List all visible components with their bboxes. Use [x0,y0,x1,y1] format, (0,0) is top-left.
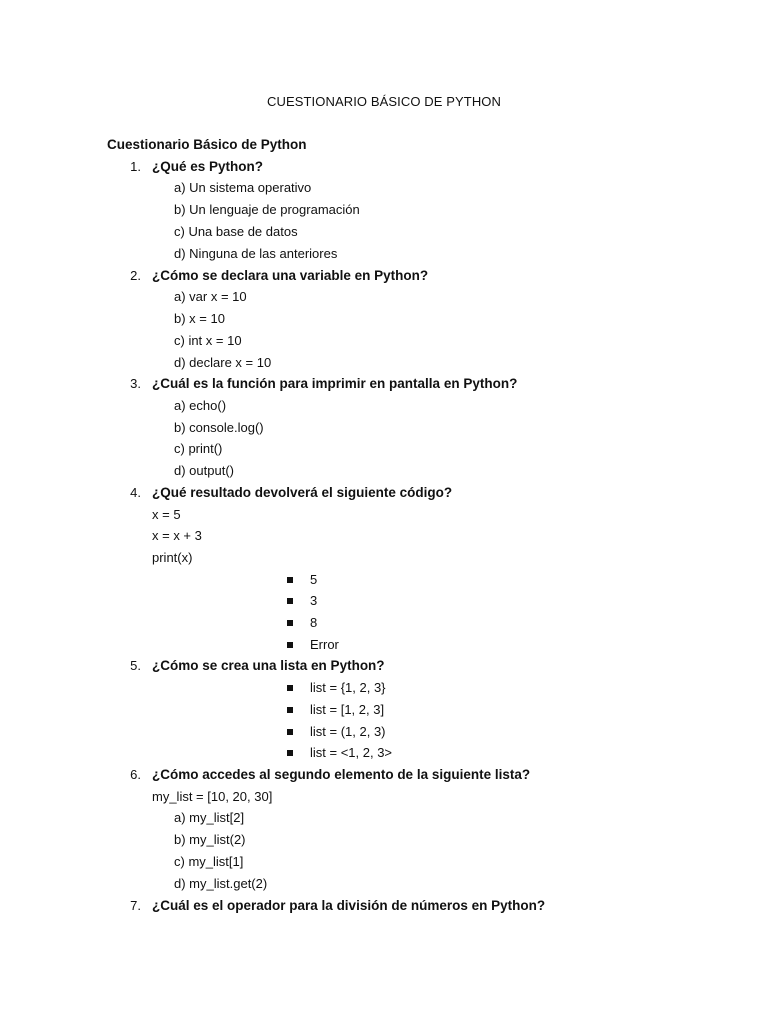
square-bullet-icon [287,729,293,735]
square-bullet-icon [287,685,293,691]
answer-option: d) Ninguna de las anteriores [174,246,338,261]
page-header: CUESTIONARIO BÁSICO DE PYTHON [266,94,502,109]
answer-option: b) Un lenguaje de programación [174,202,360,217]
square-bullet-icon [287,598,293,604]
question-number: 2. [130,268,141,283]
square-bullet-icon [287,577,293,583]
answer-option: b) x = 10 [174,311,225,326]
answer-option: list = <1, 2, 3> [310,745,393,760]
code-line: x = 5 [152,507,181,522]
question-text: ¿Qué es Python? [152,159,264,174]
answer-option: c) Una base de datos [174,224,298,239]
question-text: ¿Cómo accedes al segundo elemento de la siguiente lista? [152,767,531,782]
square-bullet-icon [287,750,293,756]
question-number: 5. [130,658,141,673]
question-text: ¿Cuál es el operador para la división de números en Python? [152,898,546,913]
question-text: ¿Cómo se crea una lista en Python? [152,658,385,673]
question-number: 7. [130,898,141,913]
question-number: 6. [130,767,141,782]
answer-option: b) console.log() [174,420,264,435]
answer-option: list = {1, 2, 3} [310,680,386,695]
answer-option: d) output() [174,463,234,478]
question-text: ¿Cómo se declara una variable en Python? [152,268,429,283]
answer-option: a) Un sistema operativo [174,180,312,195]
code-line: print(x) [152,550,193,565]
answer-option: d) my_list.get(2) [174,876,268,891]
answer-option: c) my_list[1] [174,854,244,869]
answer-option: b) my_list(2) [174,832,246,847]
code-line: x = x + 3 [152,528,202,543]
question-number: 1. [130,159,141,174]
answer-option: 3 [310,593,318,608]
answer-option: a) var x = 10 [174,289,247,304]
answer-option: 8 [310,615,318,630]
answer-option: 5 [310,572,318,587]
square-bullet-icon [287,642,293,648]
answer-option: a) echo() [174,398,227,413]
answer-option: a) my_list[2] [174,810,245,825]
answer-option: c) print() [174,441,223,456]
question-text: ¿Cuál es la función para imprimir en pantalla en Python? [152,376,518,391]
answer-option: d) declare x = 10 [174,355,272,370]
square-bullet-icon [287,620,293,626]
question-number: 3. [130,376,141,391]
answer-option: c) int x = 10 [174,333,242,348]
question-text: ¿Qué resultado devolverá el siguiente código? [152,485,453,500]
answer-option: list = (1, 2, 3) [310,724,386,739]
answer-option: list = [1, 2, 3] [310,702,385,717]
document-title: Cuestionario Básico de Python [107,137,307,152]
square-bullet-icon [287,707,293,713]
code-line: my_list = [10, 20, 30] [152,789,273,804]
answer-option: Error [310,637,339,652]
question-number: 4. [130,485,141,500]
